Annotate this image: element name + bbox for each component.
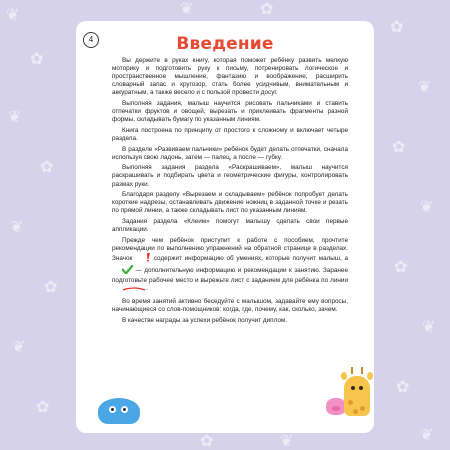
leaf-icon: ✿ <box>392 139 406 156</box>
paragraph: Вы держите в руках книгу, которая поможет ребёнку развить мелкую моторику и подготовить руку к письму, потренировать логическое и пространственное мышление, фантазию и воображение, расширить словарный запас и кругозор, стать более усидчивым, внимательным и аккуратным, а также весело и с пользой провести досуг. <box>112 57 348 97</box>
leaf-icon: ❦ <box>420 199 434 216</box>
icon-paragraph-part-2: содержит информацию об умениях, которые получит малыш, а <box>151 254 348 262</box>
paragraph: В качестве награды за успехи ребёнок получит диплом. <box>122 316 288 324</box>
eye-icon <box>109 406 116 413</box>
paragraph: Выполняя задания раздела «Раскрашиваем», малыш научится раскрашивать и подбирать цвета и геометрические фигуры, контролировать размах руки. <box>112 164 348 188</box>
leaf-icon: ✿ <box>36 399 50 416</box>
paragraph: Благодаря разделу «Вырезаем и складываем» ребёнок попробует делать короткие надрезы, останавливать движение ножниц в заданной точке и резать по прямой линии, а также складывать лист по указанным линиям. <box>112 191 348 215</box>
leaf-icon: ❦ <box>280 433 294 450</box>
pig-illustration <box>326 398 346 415</box>
paragraph: Задания раздела «Клеим» помогут малышу сделать свои первые аппликации. <box>112 217 348 234</box>
eye-icon <box>121 406 128 413</box>
paragraph: Во время занятий активно беседуйте с малышом, задавайте ему вопросы, начинающиеся со слов-помощников: когда, где, почему, как, сколько, зачем. <box>112 297 348 313</box>
leaf-icon: ✿ <box>390 19 404 36</box>
body-text <box>112 57 348 327</box>
paragraph: Книга построена по принципу от простого к сложному и включает четыре раздела. <box>112 126 348 142</box>
exclamation-icon <box>135 253 151 265</box>
icon-paragraph-part-4: . <box>146 285 148 293</box>
icon-paragraph <box>112 237 348 296</box>
leaf-icon: ❦ <box>6 7 20 24</box>
leaf-icon: ❦ <box>8 109 22 126</box>
leaf-icon: ❦ <box>422 319 436 336</box>
cut-line-icon <box>112 286 146 295</box>
eye-icon <box>351 386 355 390</box>
icon-paragraph-part-1: Прежде чем ребёнок приступит к работе с пособием, прочтите рекомендации по выполнению упражнений на обратной странице в разделах. Значок <box>112 236 348 262</box>
page-title: Введение <box>176 34 274 54</box>
leaf-icon: ✿ <box>30 51 44 68</box>
leaf-icon: ❦ <box>420 427 434 444</box>
paragraph: Выполняя задания, малыш научится рисовать пальчиками и ставить отпечатки фруктов и овощей, вырезать и приклеивать фрагменты разной формы, складывать бумагу по указанным линиям. <box>112 100 348 124</box>
check-icon <box>112 265 133 277</box>
leaf-icon: ❦ <box>418 79 432 96</box>
leaf-icon: ✿ <box>200 433 214 450</box>
eye-icon <box>359 386 363 390</box>
paragraph: В разделе «Развиваем пальчики» ребёнок будет делать отпечатки, сначала используя свою ладонь, затем — палец, а после — губку. <box>112 145 348 161</box>
blue-character-illustration <box>98 398 140 424</box>
leaf-icon: ❦ <box>12 339 26 356</box>
leaf-icon: ✿ <box>44 279 58 296</box>
leaf-icon: ✿ <box>260 1 274 18</box>
leaf-icon: ✿ <box>396 379 410 396</box>
leaf-icon: ✿ <box>40 159 54 176</box>
leaf-icon: ❦ <box>10 219 24 236</box>
page-number: 4 <box>83 32 99 48</box>
icon-paragraph-part-3: — дополнительную информацию и рекомендации к занятию. Заранее подготовьте рабочее место и вырежьте лист с заданием для ребёнка по линии <box>112 267 348 285</box>
giraffe-illustration <box>344 376 370 416</box>
leaf-icon: ✿ <box>394 259 408 276</box>
leaf-icon: ❦ <box>180 1 194 18</box>
